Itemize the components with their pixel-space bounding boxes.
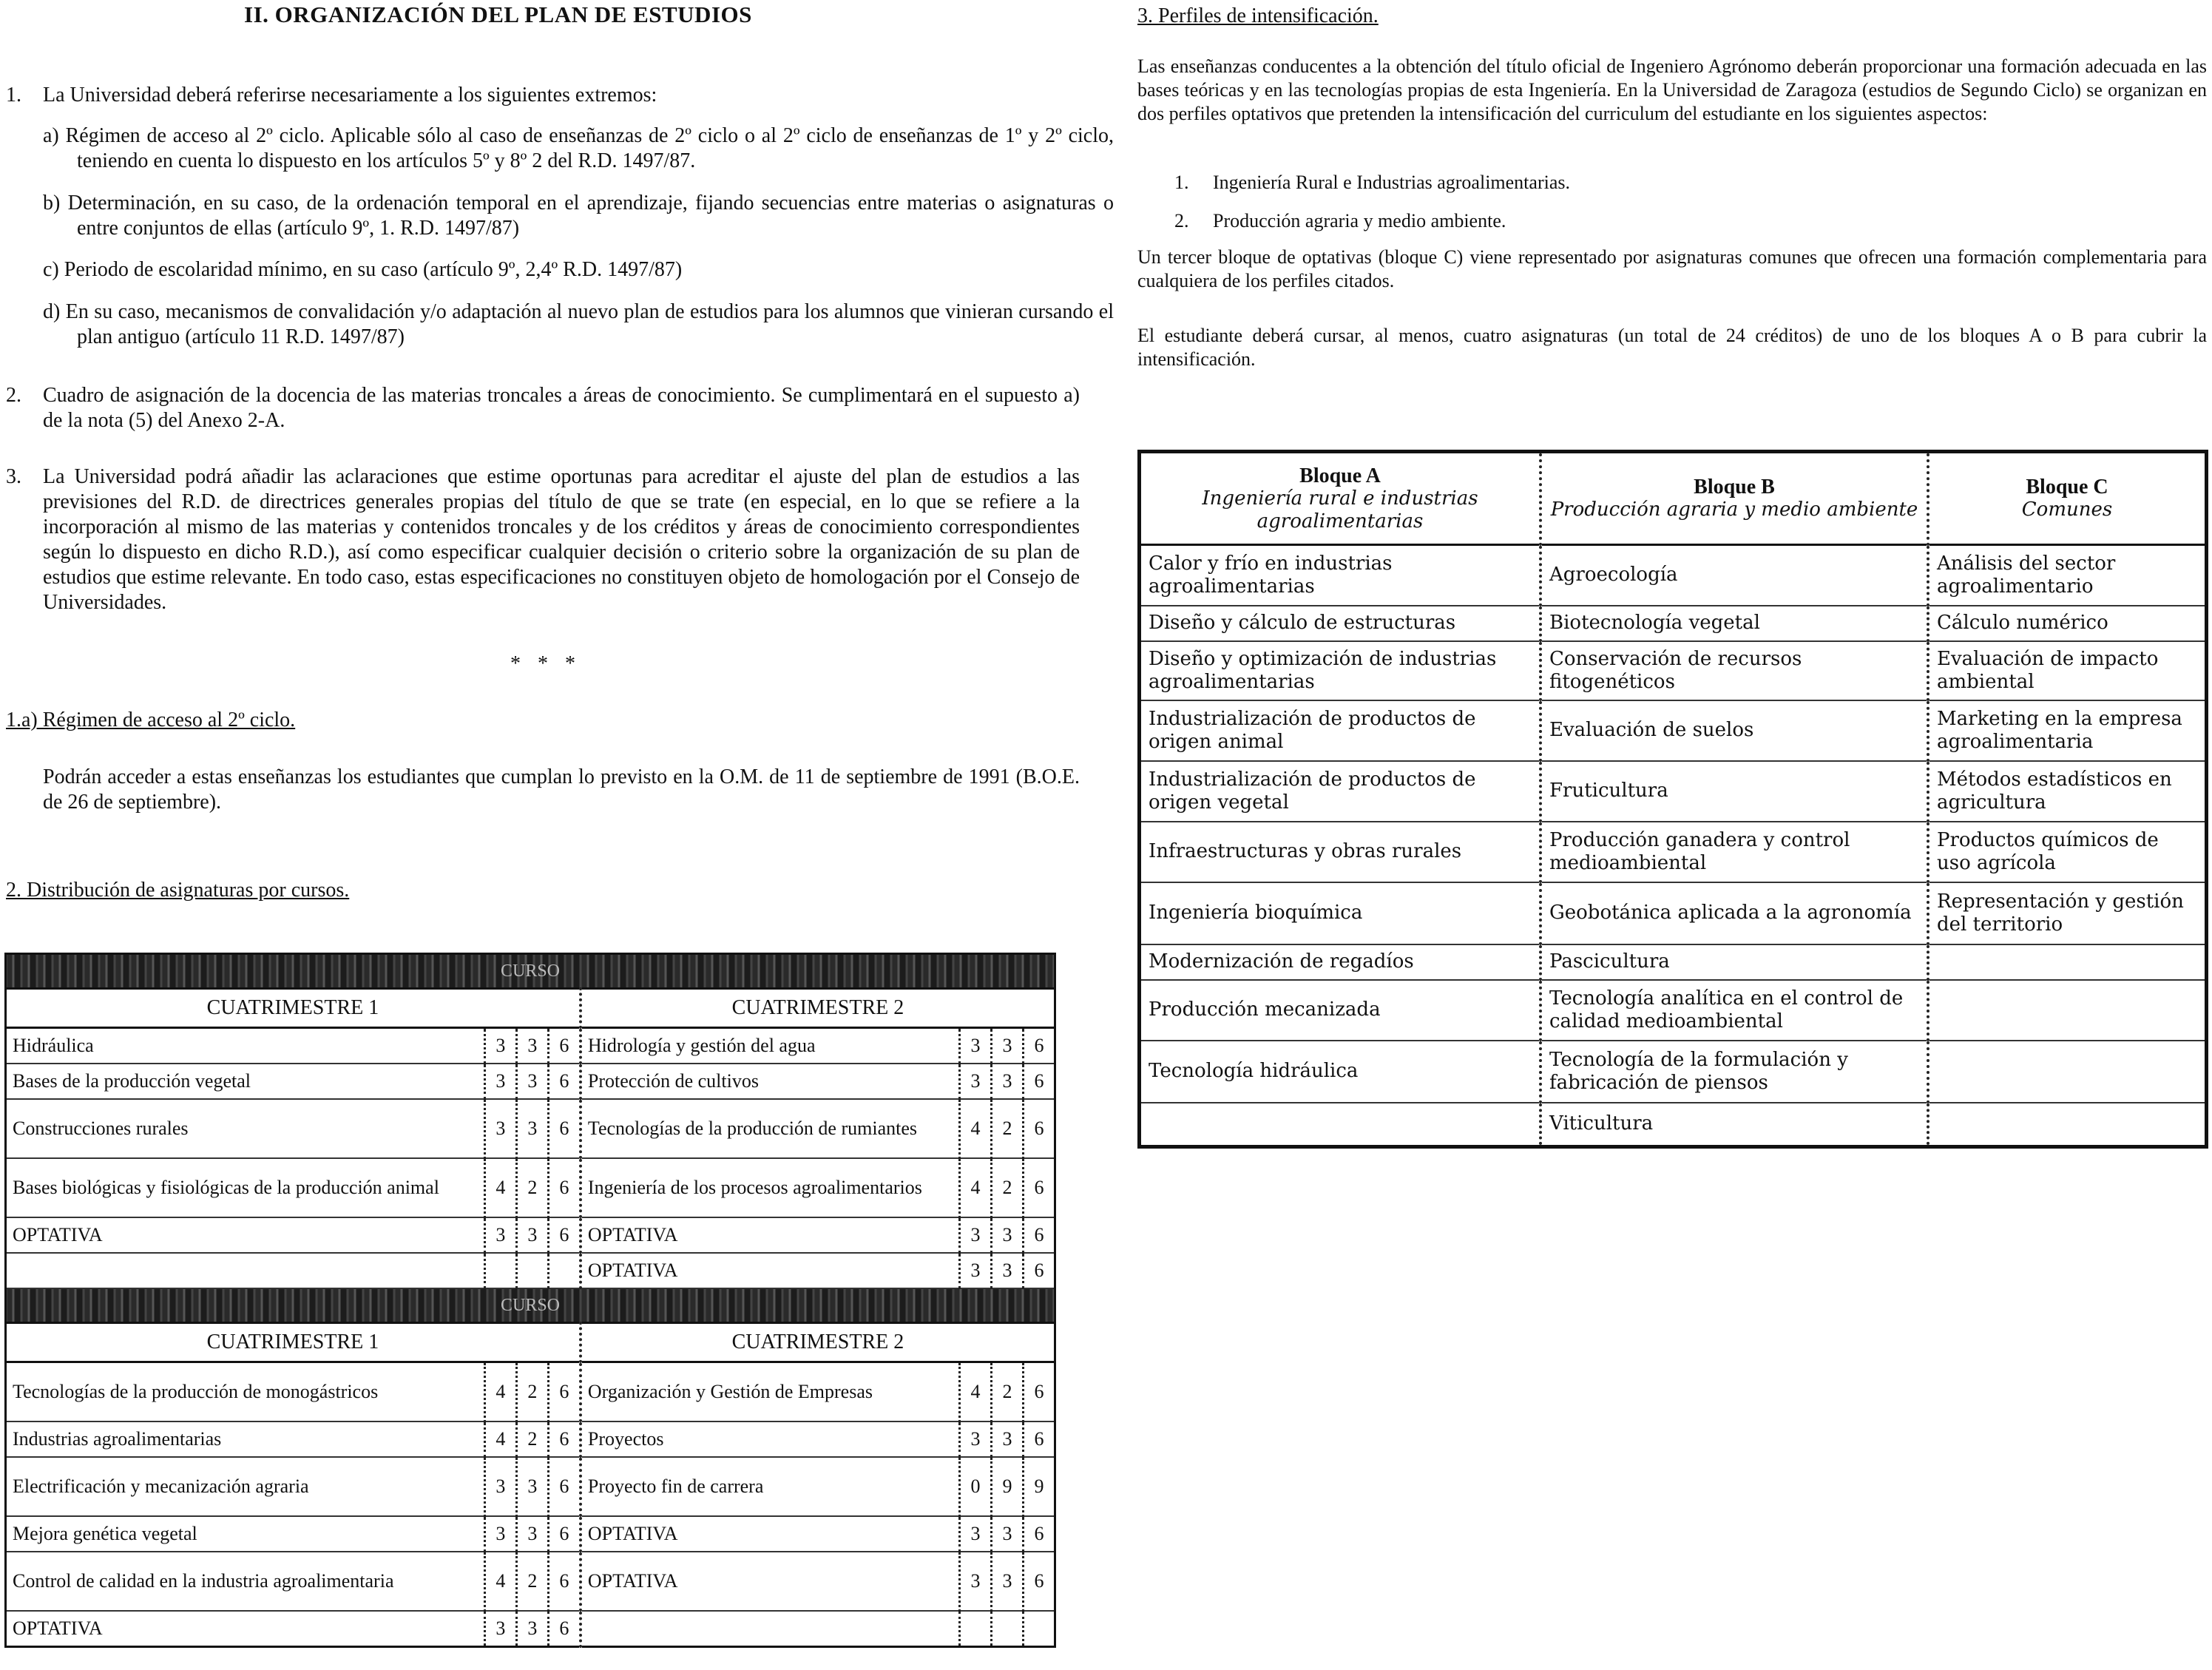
credits-total: 6 [548, 1158, 581, 1217]
table-row [1140, 700, 2207, 761]
credits-practice: 2 [516, 1158, 548, 1217]
course-name: OPTATIVA [581, 1253, 960, 1288]
credits-theory: 3 [484, 1611, 516, 1647]
credits-total: 9 [1024, 1457, 1055, 1516]
course-name: Hidrología y gestión del agua [581, 1028, 960, 1064]
bloque-a-header [1140, 452, 1541, 545]
course-name: Tecnologías de la producción de rumiantes [581, 1099, 960, 1158]
credits-theory: 3 [484, 1028, 516, 1064]
section-1a-heading: 1.a) Régimen de acceso al 2º ciclo. [6, 709, 296, 731]
table-row [1140, 606, 2207, 641]
credits-theory: 4 [484, 1552, 516, 1611]
credits-total: 6 [548, 1457, 581, 1516]
bloque-b-header [1540, 452, 1928, 545]
credits-theory: 4 [484, 1158, 516, 1217]
table-row [6, 1611, 1055, 1647]
credits-practice: 3 [992, 1217, 1024, 1253]
credits-total: 6 [548, 1064, 581, 1099]
bloque-a-cell: Industrialización de productos de origen vegetal [1140, 761, 1541, 822]
courses-table [4, 953, 1056, 1648]
credits-practice: 2 [516, 1421, 548, 1457]
course-name: Tecnologías de la producción de monogástricos [6, 1362, 485, 1422]
credits-theory: 3 [484, 1099, 516, 1158]
course-name: Electrificación y mecanización agraria [6, 1457, 485, 1516]
credits-theory: 0 [960, 1457, 992, 1516]
credits-total: 6 [548, 1099, 581, 1158]
bloque-a-cell: Diseño y optimización de industrias agroalimentarias [1140, 641, 1541, 700]
section-3-intro: Las enseñanzas conducentes a la obtención del título oficial de Ingeniero Agrónomo deberán proporcionar una formación adecuada en las bases teóricas y en las tecnologías propias de esta Ingeniería. En la Universidad de Zaragoza (estudios de Segundo Ciclo) se organizan en dos perfiles optativos que pretenden la intensificación del curriculum del estudiante en los siguientes aspectos: [1137, 55, 2207, 124]
bloque-b-cell: Fruticultura [1540, 761, 1928, 822]
bloque-c-cell [1928, 1103, 2207, 1147]
credits-practice: 3 [992, 1516, 1024, 1552]
bloque-a-cell: Diseño y cálculo de estructuras [1140, 606, 1541, 641]
credits-practice: 3 [516, 1217, 548, 1253]
course-name [581, 1611, 960, 1647]
bloque-a-cell: Modernización de regadíos [1140, 944, 1541, 980]
curso-1-band: CURSO [6, 954, 1055, 989]
bloque-c-cell: Productos químicos de uso agrícola [1928, 822, 2207, 882]
table-row [1140, 980, 2207, 1041]
curso-2-band: CURSO [6, 1288, 1055, 1323]
credits-theory [960, 1611, 992, 1647]
cuatrimestre-1-header: CUATRIMESTRE 1 [6, 989, 581, 1028]
credits-theory: 3 [484, 1516, 516, 1552]
course-name: Organización y Gestión de Empresas [581, 1362, 960, 1422]
credits-total: 6 [548, 1421, 581, 1457]
credits-practice: 3 [516, 1064, 548, 1099]
point-1-a: a) Régimen de acceso al 2º ciclo. Aplicable sólo al caso de enseñanzas de 2º ciclo o al 2º ciclo de enseñanzas de 1º y 2º ciclo, teniendo en cuenta lo dispuesto en los artículos 5º y 8º 2 del R.D. 1497/87. [43, 124, 1114, 172]
bloque-b-cell: Viticultura [1540, 1103, 1928, 1147]
credits-total: 6 [548, 1552, 581, 1611]
table-row [1140, 545, 2207, 606]
profile-1-text: Ingeniería Rural e Industrias agroalimentarias. [1213, 172, 1570, 193]
table-row [6, 1552, 1055, 1611]
bloque-b-cell: Tecnología analítica en el control de calidad medioambiental [1540, 980, 1928, 1041]
bloque-a-cell: Industrialización de productos de origen animal [1140, 700, 1541, 761]
credits-practice: 3 [992, 1028, 1024, 1064]
bloque-b-cell: Conservación de recursos fitogenéticos [1540, 641, 1928, 700]
bloque-b-subtitle: Producción agraria y medio ambiente [1550, 498, 1918, 521]
curso-1-cuatrimestres [6, 989, 1055, 1028]
course-name: Bases de la producción vegetal [6, 1064, 485, 1099]
bloque-a-cell: Calor y frío en industrias agroalimentarias [1140, 545, 1541, 606]
table-row [6, 1421, 1055, 1457]
credits-theory: 3 [484, 1457, 516, 1516]
table-row [1140, 944, 2207, 980]
bloque-c-cell [1928, 1041, 2207, 1103]
cuatrimestre-2-header: CUATRIMESTRE 2 [581, 1323, 1055, 1362]
profile-1-number: 1. [1174, 172, 1189, 193]
credits-theory: 3 [484, 1217, 516, 1253]
section-3-requirement: El estudiante deberá cursar, al menos, cuatro asignaturas (un total de 24 créditos) de uno de los bloques A o B para cubrir la intensificación. [1137, 325, 2207, 370]
credits-total: 6 [1024, 1552, 1055, 1611]
course-name: Hidráulica [6, 1028, 485, 1064]
cuatrimestre-2-header: CUATRIMESTRE 2 [581, 989, 1055, 1028]
credits-total: 6 [548, 1516, 581, 1552]
section-2-heading: 2. Distribución de asignaturas por cursos. [6, 879, 350, 902]
credits-theory: 3 [484, 1064, 516, 1099]
bloque-a-subtitle: Ingeniería rural e industrias agroalimentarias [1202, 487, 1478, 533]
point-1-c: c) Periodo de escolaridad mínimo, en su caso (artículo 9º, 2,4º R.D. 1497/87) [43, 258, 683, 281]
bloque-c-cell: Análisis del sector agroalimentario [1928, 545, 2207, 606]
bloque-c-cell: Marketing en la empresa agroalimentaria [1928, 700, 2207, 761]
credits-practice: 3 [516, 1099, 548, 1158]
table-row [1140, 882, 2207, 944]
credits-theory [484, 1253, 516, 1288]
credits-total: 6 [548, 1362, 581, 1422]
table-row [6, 1217, 1055, 1253]
bloque-c-cell [1928, 944, 2207, 980]
table-row [1140, 761, 2207, 822]
credits-theory: 4 [960, 1099, 992, 1158]
credits-theory: 3 [960, 1253, 992, 1288]
credits-theory: 3 [960, 1064, 992, 1099]
credits-practice: 2 [516, 1362, 548, 1422]
credits-total: 6 [1024, 1158, 1055, 1217]
credits-total: 6 [1024, 1099, 1055, 1158]
section-3-heading: 3. Perfiles de intensificación. [1137, 4, 1379, 27]
table-row [1140, 822, 2207, 882]
credits-practice: 3 [516, 1457, 548, 1516]
bloque-a-title: Bloque A [1299, 464, 1381, 487]
bloque-b-cell: Producción ganadera y control medioambiental [1540, 822, 1928, 882]
course-name: OPTATIVA [6, 1217, 485, 1253]
credits-total [1024, 1611, 1055, 1647]
curso-2-cuatrimestres [6, 1323, 1055, 1362]
credits-theory: 3 [960, 1516, 992, 1552]
credits-total: 6 [1024, 1253, 1055, 1288]
course-name: OPTATIVA [6, 1611, 485, 1647]
credits-total: 6 [548, 1611, 581, 1647]
credits-practice: 3 [992, 1253, 1024, 1288]
credits-practice: 3 [992, 1421, 1024, 1457]
credits-total: 6 [1024, 1516, 1055, 1552]
credits-theory: 4 [960, 1158, 992, 1217]
bloque-b-cell: Biotecnología vegetal [1540, 606, 1928, 641]
profile-2-text: Producción agraria y medio ambiente. [1213, 210, 1506, 231]
separator: * * * [510, 652, 581, 675]
bloque-a-cell [1140, 1103, 1541, 1147]
course-name: Proyectos [581, 1421, 960, 1457]
bloques-table [1137, 450, 2208, 1149]
table-row [6, 1099, 1055, 1158]
credits-total: 6 [1024, 1217, 1055, 1253]
course-name: Ingeniería de los procesos agroalimentarios [581, 1158, 960, 1217]
bloque-b-cell: Tecnología de la formulación y fabricación de piensos [1540, 1041, 1928, 1103]
course-name: Control de calidad en la industria agroalimentaria [6, 1552, 485, 1611]
credits-theory: 4 [960, 1362, 992, 1422]
section-1a-text: Podrán acceder a estas enseñanzas los estudiantes que cumplan lo previsto en la O.M. de 11 de septiembre de 1991 (B.O.E. de 26 de septiembre). [43, 765, 1080, 814]
bloque-b-cell: Pascicultura [1540, 944, 1928, 980]
table-row [6, 1516, 1055, 1552]
credits-practice: 9 [992, 1457, 1024, 1516]
credits-practice: 2 [992, 1362, 1024, 1422]
table-row [1140, 1041, 2207, 1103]
bloque-c-header [1928, 452, 2207, 545]
course-name: Mejora genética vegetal [6, 1516, 485, 1552]
credits-total: 6 [1024, 1028, 1055, 1064]
credits-total: 6 [548, 1028, 581, 1064]
bloque-a-cell: Ingeniería bioquímica [1140, 882, 1541, 944]
credits-practice: 3 [992, 1064, 1024, 1099]
course-name: Protección de cultivos [581, 1064, 960, 1099]
point-2-number: 2. [6, 384, 21, 407]
bloque-c-cell: Métodos estadísticos en agricultura [1928, 761, 2207, 822]
table-row [6, 1457, 1055, 1516]
credits-total: 6 [1024, 1064, 1055, 1099]
course-name: Industrias agroalimentarias [6, 1421, 485, 1457]
point-1-text: La Universidad deberá referirse necesariamente a los siguientes extremos: [43, 84, 657, 107]
table-row [1140, 641, 2207, 700]
bloque-a-cell: Producción mecanizada [1140, 980, 1541, 1041]
section-3-bloque-c-note: Un tercer bloque de optativas (bloque C) viene representado por asignaturas comunes que ofrecen una formación complementaria para cualquiera de los perfiles citados. [1137, 246, 2207, 291]
credits-total: 6 [1024, 1362, 1055, 1422]
credits-total: 6 [548, 1217, 581, 1253]
bloque-c-cell [1928, 980, 2207, 1041]
point-2-text: Cuadro de asignación de la docencia de las materias troncales a áreas de conocimiento. Se cumplimentará en el supuesto a) de la nota (5) del Anexo 2-A. [43, 384, 1080, 432]
course-name: Proyecto fin de carrera [581, 1457, 960, 1516]
table-row [6, 1064, 1055, 1099]
course-name: Bases biológicas y fisiológicas de la producción animal [6, 1158, 485, 1217]
profile-2-number: 2. [1174, 210, 1189, 231]
table-row [6, 1158, 1055, 1217]
credits-theory: 4 [484, 1421, 516, 1457]
credits-practice: 2 [516, 1552, 548, 1611]
course-name: Construcciones rurales [6, 1099, 485, 1158]
page-title: II. ORGANIZACIÓN DEL PLAN DE ESTUDIOS [244, 1, 752, 27]
credits-practice [992, 1611, 1024, 1647]
bloque-b-cell: Agroecología [1540, 545, 1928, 606]
credits-practice: 3 [516, 1516, 548, 1552]
bloque-b-cell: Evaluación de suelos [1540, 700, 1928, 761]
bloque-c-subtitle: Comunes [2021, 498, 2113, 521]
bloque-a-cell: Tecnología hidráulica [1140, 1041, 1541, 1103]
credits-practice: 2 [992, 1099, 1024, 1158]
bloque-c-cell: Representación y gestión del territorio [1928, 882, 2207, 944]
bloque-c-cell: Evaluación de impacto ambiental [1928, 641, 2207, 700]
credits-practice: 3 [992, 1552, 1024, 1611]
cuatrimestre-1-header: CUATRIMESTRE 1 [6, 1323, 581, 1362]
bloque-a-cell: Infraestructuras y obras rurales [1140, 822, 1541, 882]
table-row [6, 1253, 1055, 1288]
point-1-number: 1. [6, 84, 21, 107]
point-1-d: d) En su caso, mecanismos de convalidación y/o adaptación al nuevo plan de estudios para los alumnos que vinieran cursando el plan antiguo (artículo 11 R.D. 1497/87) [43, 300, 1114, 348]
point-1-b: b) Determinación, en su caso, de la ordenación temporal en el aprendizaje, fijando secuencias entre materias o asignaturas o entre conjuntos de ellas (artículo 9º, 1. R.D. 1497/87) [43, 192, 1114, 240]
bloque-b-cell: Geobotánica aplicada a la agronomía [1540, 882, 1928, 944]
credits-total: 6 [1024, 1421, 1055, 1457]
credits-practice [516, 1253, 548, 1288]
credits-practice: 3 [516, 1028, 548, 1064]
credits-theory: 3 [960, 1421, 992, 1457]
table-row [6, 1362, 1055, 1422]
point-3-number: 3. [6, 465, 21, 488]
credits-practice: 2 [992, 1158, 1024, 1217]
table-row [1140, 1103, 2207, 1147]
course-name: OPTATIVA [581, 1516, 960, 1552]
table-row [6, 1028, 1055, 1064]
bloque-c-cell: Cálculo numérico [1928, 606, 2207, 641]
course-name [6, 1253, 485, 1288]
credits-total [548, 1253, 581, 1288]
bloque-b-title: Bloque B [1694, 476, 1775, 498]
bloques-header-row [1140, 452, 2207, 545]
credits-theory: 3 [960, 1552, 992, 1611]
credits-theory: 3 [960, 1028, 992, 1064]
point-3-text: La Universidad podrá añadir las aclaraciones que estime oportunas para acreditar el ajuste del plan de estudios a las previsiones del R.D. de directrices generales propias del título de que se trate (en especial, en lo que se refiere a la incorporación al mismo de las materias y contenidos troncales y de los créditos y áreas de conocimiento correspondientes según lo dispuesto en dicho R.D.), así como especificar cualquier decisión o criterio sobre la organización de su plan de estudios que estime relevante. En todo caso, estas especificaciones no constituyen objeto de homologación por el Consejo de Universidades. [43, 465, 1080, 614]
credits-theory: 4 [484, 1362, 516, 1422]
course-name: OPTATIVA [581, 1217, 960, 1253]
course-name: OPTATIVA [581, 1552, 960, 1611]
credits-practice: 3 [516, 1611, 548, 1647]
credits-theory: 3 [960, 1217, 992, 1253]
bloque-c-title: Bloque C [2026, 476, 2108, 498]
